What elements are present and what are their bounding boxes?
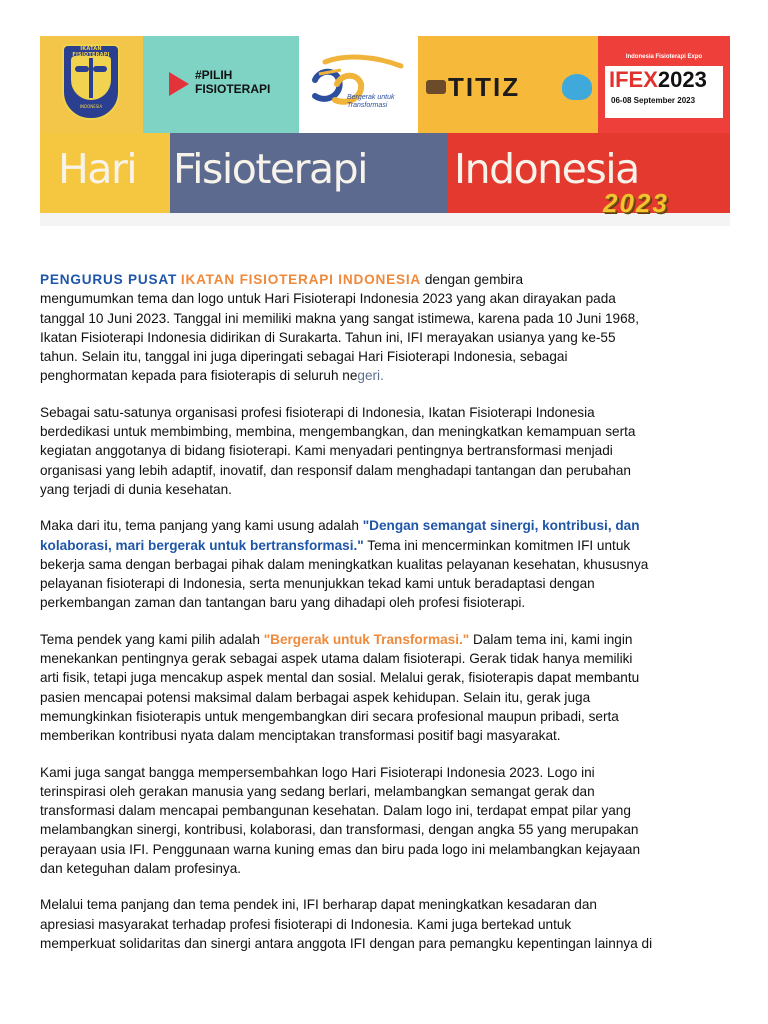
highlight-ikatan-fisioterapi: IKATAN FISIOTERAPI INDONESIA xyxy=(180,272,422,287)
p1-line1-rest: dengan gembira xyxy=(421,272,524,287)
p6-line2: apresiasi masyarakat terhadap profesi fisioterapi di Indonesia. Kami juga bertekad untuk xyxy=(40,916,572,932)
p4-line1-pre: Tema pendek yang kami pilih adalah xyxy=(40,631,264,647)
pilih-line1: #PILIH xyxy=(195,68,233,82)
paragraph-1 xyxy=(40,270,730,386)
p5-line3: transformasi dalam mencapai pembangunan kesehatan. Dalam logo ini, terdapat empat pilar yang xyxy=(40,803,631,819)
paragraph-3 xyxy=(40,516,730,612)
ifi-emblem-icon xyxy=(62,44,120,120)
p1-line5: tahun. Selain itu, tanggal ini juga diperingati sebagai Hari Fisioterapi Indonesia, sebagai xyxy=(40,349,568,365)
p4-line6: memberikan kontribusi nyata dalam menciptakan transformasi positif bagi masyarakat. xyxy=(40,728,561,744)
p2-line1: Sebagai satu-satunya organisasi profesi fisioterapi di Indonesia, Ikatan Fisioterapi Indonesia xyxy=(40,404,595,420)
ifi-logo-title: IKATAN FISIOTERAPI xyxy=(72,46,110,58)
p6-line3: memperkuat solidaritas dan sinergi antara anggota IFI dengan para pemangku kepentingan lainnya di xyxy=(40,935,653,951)
p3-line2-rest: Tema ini mencerminkan komitmen IFI untuk xyxy=(363,537,631,553)
p5-line5: perayaan usia IFI. Penggunaan warna kuning emas dan biru pada logo ini melambangkan kejayaan xyxy=(40,841,641,857)
wave-icon xyxy=(562,74,592,100)
p5-line2: terinspirasi oleh gerakan manusia yang sedang berlari, melambangkan semangat gerak dan xyxy=(40,783,595,799)
ifex-dates: 06-08 September 2023 xyxy=(611,96,696,105)
paragraph-6 xyxy=(40,895,730,953)
p1-line6-muted: geri. xyxy=(357,368,384,384)
ifex-small-caption: Indonesia Fisioterapi Expo xyxy=(625,54,703,60)
ifex-tile xyxy=(598,36,730,133)
p2-line2: berdedikasi untuk membimbing, membina, mengembangkan, dan meningkatkan kemampuan serta xyxy=(40,424,636,440)
p1-line3: tanggal 10 Juni 2023. Tanggal ini memiliki makna yang sangat istimewa, karena pada 10 Juni 1968, xyxy=(40,310,640,326)
logo-55-tile xyxy=(299,36,418,133)
p1-line4: Ikatan Fisioterapi Indonesia didirikan di Surakarta. Tahun ini, IFI merayakan usianya yang ke-55 xyxy=(40,329,616,345)
event-banner xyxy=(40,36,730,226)
tools-icon xyxy=(426,80,446,94)
title-word-fisioterapi: Fisioterapi xyxy=(173,145,368,193)
paragraph-5 xyxy=(40,763,730,879)
ifex-logo xyxy=(605,54,723,118)
titiz-tile xyxy=(418,36,598,133)
announcement-article xyxy=(40,270,730,970)
p4-line4: pasien mencapai potensi maksimal dalam berbagai aspek kehidupan. Selain itu, gerak juga xyxy=(40,689,591,705)
p4-line2: menekankan pentingnya gerak sebagai aspek utama dalam fisioterapi. Gerak tidak hanya memiliki xyxy=(40,651,633,667)
title-word-hari: Hari xyxy=(58,145,137,193)
paragraph-4 xyxy=(40,630,730,746)
p2-line3: kegiatan anggotanya di bidang fisioterapi. Kami menyadari pentingnya bertransformasi menjadi xyxy=(40,443,613,459)
p5-line6: dan keteguhan dalam profesinya. xyxy=(40,861,242,877)
p3-line4: pelayanan fisioterapi di Indonesia, serta menunjukkan tekad kami untuk beradaptasi dengan xyxy=(40,576,595,592)
pilih-fisioterapi-tile xyxy=(143,36,299,133)
title-word-indonesia: Indonesia xyxy=(454,145,639,193)
p2-line5: yang terjadi di dunia kesehatan. xyxy=(40,481,232,497)
p3-line3: bekerja sama dengan berbagai pihak dalam meningkatkan kualitas pelayanan kesehatan, khususnya xyxy=(40,556,649,572)
p6-line1: Melalui tema panjang dan tema pendek ini, IFI berharap dapat meningkatkan kesadaran dan xyxy=(40,897,597,913)
play-arrow-icon xyxy=(169,72,189,96)
logo55-tag-line2: Transformasi xyxy=(347,102,388,109)
p3-line5: perkembangan zaman dan tantangan baru yang dihadapi oleh profesi fisioterapi. xyxy=(40,595,526,611)
titiz-logo: TITIZ xyxy=(448,72,521,102)
ifi-logo-tile xyxy=(40,36,143,133)
p4-line5: memungkinkan fisioterapis untuk mengembangkan diri secara profesional maupun pribadi, serta xyxy=(40,708,619,724)
short-theme-quote: "Bergerak untuk Transformasi." xyxy=(263,631,470,647)
long-theme-quote-part2: kolaborasi, mari bergerak untuk bertransformasi." xyxy=(40,537,364,553)
logo-strip xyxy=(40,36,730,133)
ifi-logo-bottom: INDONESIA xyxy=(79,104,103,109)
logo55-tag-line1: Bergerak untuk xyxy=(347,94,395,101)
p3-line1-pre: Maka dari itu, tema panjang yang kami usung adalah xyxy=(40,518,363,534)
pilih-line2: FISIOTERAPI xyxy=(195,82,271,96)
logo-55-icon xyxy=(305,50,413,120)
p5-line4: melambangkan sinergi, kontribusi, kolaborasi, dan transformasi, dengan angka 55 yang merupakan xyxy=(40,822,639,838)
highlight-pengurus-pusat: PENGURUS PUSAT xyxy=(40,272,178,287)
title-year-2023: 2023 xyxy=(603,188,669,218)
ifex-prefix: IFEX xyxy=(609,67,658,92)
title-segment-slate xyxy=(170,133,448,213)
p1-line6: penghormatan kepada para fisioterapis di seluruh ne xyxy=(40,368,358,384)
title-segment-red xyxy=(448,133,730,213)
p4-line3: arti fisik, tetapi juga mencakup aspek mental dan sosial. Melalui gerak, fisioterapis dapat membantu xyxy=(40,670,640,686)
p4-line1-rest: Dalam tema ini, kami ingin xyxy=(469,631,633,647)
title-segment-yellow xyxy=(40,133,170,213)
paragraph-2 xyxy=(40,403,730,499)
long-theme-quote-part1: "Dengan semangat sinergi, kontribusi, dan xyxy=(362,518,640,534)
ifex-year: 2023 xyxy=(657,67,707,92)
p1-line2: mengumumkan tema dan logo untuk Hari Fisioterapi Indonesia 2023 yang akan dirayakan pada xyxy=(40,291,616,307)
p2-line4: organisasi yang lebih adaptif, inovatif, dan responsif dalam menghadapi tantangan dan perubahan xyxy=(40,462,631,478)
p5-line1: Kami juga sangat bangga mempersembahkan logo Hari Fisioterapi Indonesia 2023. Logo ini xyxy=(40,764,595,780)
